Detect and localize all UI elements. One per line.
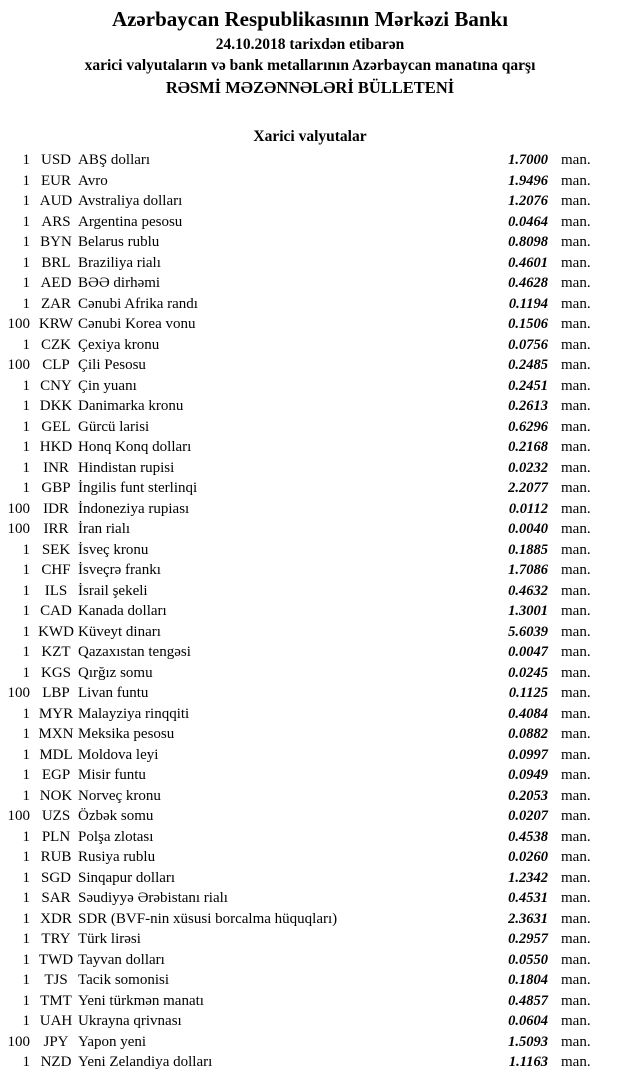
unit-label: man. (561, 1013, 591, 1029)
rate-value: 0.4538 (508, 828, 548, 845)
rate-value: 0.0756 (508, 336, 548, 353)
quantity: 1 (22, 992, 30, 1009)
rate-value: 1.7086 (508, 562, 548, 578)
quantity: 1 (22, 234, 30, 250)
currency-name: Rusiya rublu (78, 849, 156, 865)
table-row (0, 931, 620, 952)
effective-date-line: 24.10.2018 tarixdən etibarən (215, 36, 405, 53)
currency-name: ABŞ dolları (78, 152, 151, 168)
currency-code: BRL (41, 254, 71, 271)
quantity: 1 (22, 603, 30, 619)
currency-code: KRW (38, 316, 74, 332)
table-row (0, 624, 620, 645)
table-row (0, 767, 620, 788)
table-row (0, 173, 620, 194)
currency-name: Norveç kronu (78, 787, 161, 804)
currency-code: HKD (39, 439, 73, 455)
table-row (0, 193, 620, 214)
bulletin-header (0, 0, 620, 97)
currency-code: UZS (41, 808, 71, 824)
rate-value: 0.2168 (508, 439, 548, 455)
quantity: 1 (22, 828, 30, 845)
unit-label: man. (561, 623, 591, 640)
table-row (0, 542, 620, 563)
unit-label: man. (561, 541, 591, 558)
currency-name: Danimarka kronu (78, 398, 184, 414)
unit-label: man. (561, 746, 591, 763)
table-row (0, 521, 620, 542)
quantity: 1 (22, 193, 30, 209)
rate-value: 1.5093 (508, 1033, 548, 1050)
currency-name: Səudiyyə Ərəbistanı rialı (78, 890, 228, 906)
rate-value: 0.8098 (508, 234, 548, 250)
rate-value: 2.3631 (508, 910, 548, 927)
quantity: 1 (22, 480, 30, 496)
table-row (0, 603, 620, 624)
currency-name: Moldova leyi (78, 746, 159, 763)
rate-value: 0.0464 (508, 213, 548, 230)
unit-label: man. (561, 992, 591, 1009)
table-row (0, 808, 620, 829)
currency-code: JPY (43, 1033, 69, 1050)
currency-code: ZAR (41, 295, 71, 312)
currency-code: TJS (44, 972, 68, 988)
currency-name: Kanada dolları (78, 603, 167, 619)
table-row (0, 152, 620, 173)
quantity: 1 (22, 172, 30, 189)
table-row (0, 275, 620, 296)
unit-label: man. (561, 275, 591, 291)
currency-code: CNY (40, 377, 72, 394)
rate-value: 0.0245 (508, 664, 548, 681)
quantity: 1 (22, 931, 30, 947)
currency-code: CAD (40, 603, 72, 619)
quantity: 1 (22, 213, 30, 230)
bank-title: Azərbaycan Respublikasının Mərkəzi Bankı (111, 7, 509, 31)
quantity: 1 (22, 562, 30, 578)
currency-name: Küveyt dinarı (78, 623, 161, 640)
table-row (0, 357, 620, 378)
table-row (0, 480, 620, 501)
currency-code: KZT (41, 644, 71, 660)
rate-value: 1.9496 (508, 172, 548, 189)
quantity: 1 (22, 398, 30, 414)
unit-label: man. (561, 152, 591, 168)
currency-name: Gürcü larisi (78, 418, 150, 435)
unit-label: man. (561, 418, 591, 435)
currency-code: AUD (39, 193, 73, 209)
table-row (0, 234, 620, 255)
quantity: 100 (7, 357, 30, 373)
unit-label: man. (561, 931, 591, 947)
rate-value: 2.2077 (508, 480, 548, 496)
unit-label: man. (561, 1033, 591, 1050)
unit-label: man. (561, 849, 591, 865)
unit-label: man. (561, 767, 591, 783)
unit-label: man. (561, 562, 591, 578)
currency-name: Braziliya rialı (78, 254, 161, 271)
quantity: 1 (22, 972, 30, 988)
currency-code: RUB (40, 849, 72, 865)
unit-label: man. (561, 439, 591, 455)
quantity: 100 (7, 521, 30, 537)
rate-value: 0.0604 (508, 1013, 548, 1029)
quantity: 1 (22, 377, 30, 394)
currency-name: Yapon yeni (78, 1033, 147, 1050)
currency-name: Çin yuanı (78, 377, 137, 394)
currency-name: Qırğız somu (78, 664, 153, 681)
rate-value: 0.4531 (508, 890, 548, 906)
currency-code: SGD (40, 869, 71, 886)
currency-name: Livan funtu (78, 685, 149, 701)
unit-label: man. (561, 603, 591, 619)
table-row (0, 788, 620, 809)
currency-code: IRR (43, 521, 69, 537)
currency-code: KGS (40, 664, 71, 681)
quantity: 100 (7, 685, 30, 701)
currency-name: Avstraliya dolları (78, 193, 183, 209)
unit-label: man. (561, 459, 591, 476)
currency-name: Avro (78, 172, 108, 189)
unit-label: man. (561, 500, 591, 517)
currency-code: EGP (41, 767, 71, 783)
quantity: 1 (22, 439, 30, 455)
quantity: 1 (22, 705, 30, 722)
bulletin-title: RƏSMİ MƏZƏNNƏLƏRİ BÜLLETENİ (165, 78, 455, 97)
currency-name: Yeni Zelandiya dolları (78, 1054, 213, 1070)
unit-label: man. (561, 705, 591, 722)
quantity: 100 (7, 500, 30, 517)
table-row (0, 706, 620, 727)
unit-label: man. (561, 254, 591, 271)
table-row (0, 644, 620, 665)
table-row (0, 829, 620, 850)
currency-name: Argentina pesosu (78, 213, 183, 230)
unit-label: man. (561, 234, 591, 250)
currency-code: ARS (41, 213, 71, 230)
rate-value: 0.2485 (508, 357, 548, 373)
currency-code: NZD (40, 1054, 72, 1070)
table-row (0, 993, 620, 1014)
table-row (0, 583, 620, 604)
table-row (0, 419, 620, 440)
quantity: 1 (22, 890, 30, 906)
currency-name: Malayziya rinqqiti (78, 705, 190, 722)
unit-label: man. (561, 377, 591, 394)
unit-label: man. (561, 972, 591, 988)
table-row (0, 726, 620, 747)
bulletin-subtitle: xarici valyutaların və bank metallarının Azərbaycan manatına qarşı (84, 57, 536, 74)
table-row (0, 562, 620, 583)
currency-name: SDR (BVF-nin xüsusi borcalma hüquqları) (78, 910, 338, 927)
table-row (0, 296, 620, 317)
rate-value: 1.7000 (508, 152, 548, 168)
table-row (0, 1054, 620, 1075)
currency-code: CZK (41, 336, 71, 353)
currency-name: İngilis funt sterlinqi (78, 480, 198, 496)
rate-value: 0.0949 (508, 767, 548, 783)
table-row (0, 398, 620, 419)
table-row (0, 849, 620, 870)
currency-name: Polşa zlotası (78, 828, 154, 845)
table-row (0, 439, 620, 460)
quantity: 100 (7, 808, 30, 824)
unit-label: man. (561, 726, 591, 742)
unit-label: man. (561, 213, 591, 230)
rate-value: 0.0997 (508, 746, 548, 763)
currency-name: Hindistan rupisi (78, 459, 175, 476)
table-row (0, 337, 620, 358)
currency-code: CLP (42, 357, 70, 373)
table-row (0, 255, 620, 276)
currency-code: SEK (41, 541, 71, 558)
rate-value: 0.2613 (508, 398, 548, 414)
currency-code: TMT (40, 992, 72, 1009)
currency-name: Cənubi Afrika randı (78, 295, 198, 312)
rate-value: 0.0550 (508, 951, 548, 968)
table-row (0, 1013, 620, 1034)
currency-code: TWD (38, 951, 74, 968)
unit-label: man. (561, 828, 591, 845)
rate-value: 0.0112 (508, 500, 548, 517)
currency-name: İran rialı (78, 521, 131, 537)
currency-name: Çili Pesosu (78, 357, 146, 373)
unit-label: man. (561, 172, 591, 189)
currency-name: Qazaxıstan tengəsi (78, 644, 191, 660)
quantity: 1 (22, 726, 30, 742)
rate-value: 0.4857 (508, 992, 548, 1009)
table-row (0, 972, 620, 993)
unit-label: man. (561, 582, 591, 599)
table-row (0, 378, 620, 399)
quantity: 1 (22, 295, 30, 312)
currency-name: Sinqapur dolları (78, 869, 176, 886)
quantity: 1 (22, 1054, 30, 1070)
currency-code: LBP (42, 685, 70, 701)
currency-code: MXN (38, 726, 74, 742)
currency-code: SAR (41, 890, 71, 906)
rate-value: 0.1804 (508, 972, 548, 988)
section-title-foreign-currencies: Xarici valyutalar (253, 128, 367, 145)
table-row (0, 214, 620, 235)
currency-code: TRY (41, 931, 71, 947)
unit-label: man. (561, 316, 591, 332)
rate-value: 0.1194 (508, 295, 548, 312)
rate-value: 0.0207 (508, 808, 548, 824)
currency-code: MYR (38, 705, 74, 722)
rate-value: 0.2451 (508, 377, 548, 394)
unit-label: man. (561, 357, 591, 373)
table-row (0, 911, 620, 932)
quantity: 1 (22, 664, 30, 681)
rates-table (0, 152, 620, 1075)
currency-code: MDL (39, 746, 73, 763)
quantity: 1 (22, 418, 30, 435)
currency-name: Yeni türkmən manatı (78, 992, 204, 1009)
rate-value: 0.1885 (508, 541, 548, 558)
unit-label: man. (561, 521, 591, 537)
quantity: 1 (22, 275, 30, 291)
quantity: 1 (22, 541, 30, 558)
rate-value: 0.4628 (508, 275, 548, 291)
quantity: 1 (22, 746, 30, 763)
quantity: 1 (22, 869, 30, 886)
table-row (0, 685, 620, 706)
currency-code: AED (40, 275, 72, 291)
currency-code: IDR (43, 500, 69, 517)
unit-label: man. (561, 910, 591, 927)
table-row (0, 952, 620, 973)
currency-code: XDR (40, 910, 72, 927)
currency-code: INR (43, 459, 69, 476)
unit-label: man. (561, 808, 591, 824)
quantity: 100 (7, 1033, 30, 1050)
quantity: 1 (22, 910, 30, 927)
currency-name: Honq Konq dolları (78, 439, 192, 455)
rate-value: 1.3001 (508, 603, 548, 619)
quantity: 1 (22, 623, 30, 640)
currency-code: USD (40, 152, 71, 168)
rate-value: 0.4601 (508, 254, 548, 271)
table-row (0, 665, 620, 686)
currency-name: Ukrayna qrivnası (78, 1013, 182, 1029)
rate-value: 0.2053 (508, 787, 548, 804)
unit-label: man. (561, 336, 591, 353)
currency-code: DKK (39, 398, 73, 414)
rate-value: 1.2076 (508, 193, 548, 209)
currency-name: Tacik somonisi (78, 972, 170, 988)
quantity: 1 (22, 336, 30, 353)
rate-value: 0.4084 (508, 705, 548, 722)
currency-name: Çexiya kronu (78, 336, 160, 353)
currency-name: Meksika pesosu (78, 726, 175, 742)
currency-code: GEL (41, 418, 71, 435)
currency-name: Özbək somu (78, 808, 154, 824)
quantity: 1 (22, 582, 30, 599)
currency-code: EUR (41, 172, 71, 189)
rate-value: 0.0260 (508, 849, 548, 865)
currency-code: KWD (38, 623, 74, 640)
table-row (0, 1034, 620, 1055)
quantity: 1 (22, 644, 30, 660)
rate-value: 1.1163 (508, 1054, 548, 1070)
currency-name: Misir funtu (78, 767, 146, 783)
table-row (0, 890, 620, 911)
rate-value: 0.0040 (508, 521, 548, 537)
currency-name: Belarus rublu (78, 234, 160, 250)
table-row (0, 870, 620, 891)
unit-label: man. (561, 1054, 591, 1070)
currency-code: ILS (44, 582, 68, 599)
unit-label: man. (561, 193, 591, 209)
rate-value: 0.0882 (508, 726, 548, 742)
rate-value: 0.2957 (508, 931, 548, 947)
unit-label: man. (561, 664, 591, 681)
currency-name: İsveçrə frankı (78, 562, 161, 578)
currency-name: Türk lirəsi (78, 931, 141, 947)
rate-value: 0.0232 (508, 459, 548, 476)
currency-name: İsrail şekeli (78, 582, 148, 599)
rate-value: 5.6039 (508, 623, 548, 640)
currency-name: İndoneziya rupiası (78, 500, 190, 517)
currency-code: CHF (41, 562, 71, 578)
table-row (0, 316, 620, 337)
rate-value: 0.6296 (508, 418, 548, 435)
table-row (0, 747, 620, 768)
unit-label: man. (561, 398, 591, 414)
rate-value: 0.4632 (508, 582, 548, 599)
table-row (0, 501, 620, 522)
quantity: 1 (22, 459, 30, 476)
quantity: 1 (22, 849, 30, 865)
quantity: 1 (22, 152, 30, 168)
currency-code: PLN (41, 828, 71, 845)
unit-label: man. (561, 295, 591, 312)
table-row (0, 460, 620, 481)
quantity: 1 (22, 787, 30, 804)
unit-label: man. (561, 644, 591, 660)
quantity: 1 (22, 767, 30, 783)
rate-value: 1.2342 (508, 869, 548, 886)
unit-label: man. (561, 787, 591, 804)
currency-name: İsveç kronu (78, 541, 149, 558)
unit-label: man. (561, 890, 591, 906)
currency-name: Cənubi Korea vonu (78, 316, 196, 332)
rate-value: 0.0047 (508, 644, 548, 660)
currency-code: BYN (40, 234, 72, 250)
currency-code: GBP (41, 480, 71, 496)
currency-code: UAH (39, 1013, 73, 1029)
quantity: 1 (22, 1013, 30, 1029)
currency-name: BƏƏ dirhəmi (78, 275, 161, 291)
unit-label: man. (561, 869, 591, 886)
quantity: 1 (22, 254, 30, 271)
quantity: 1 (22, 951, 30, 968)
rate-value: 0.1506 (508, 316, 548, 332)
rate-value: 0.1125 (508, 685, 548, 701)
quantity: 100 (7, 316, 30, 332)
unit-label: man. (561, 480, 591, 496)
currency-code: NOK (39, 787, 73, 804)
unit-label: man. (561, 951, 591, 968)
unit-label: man. (561, 685, 591, 701)
currency-name: Tayvan dolları (78, 951, 165, 968)
